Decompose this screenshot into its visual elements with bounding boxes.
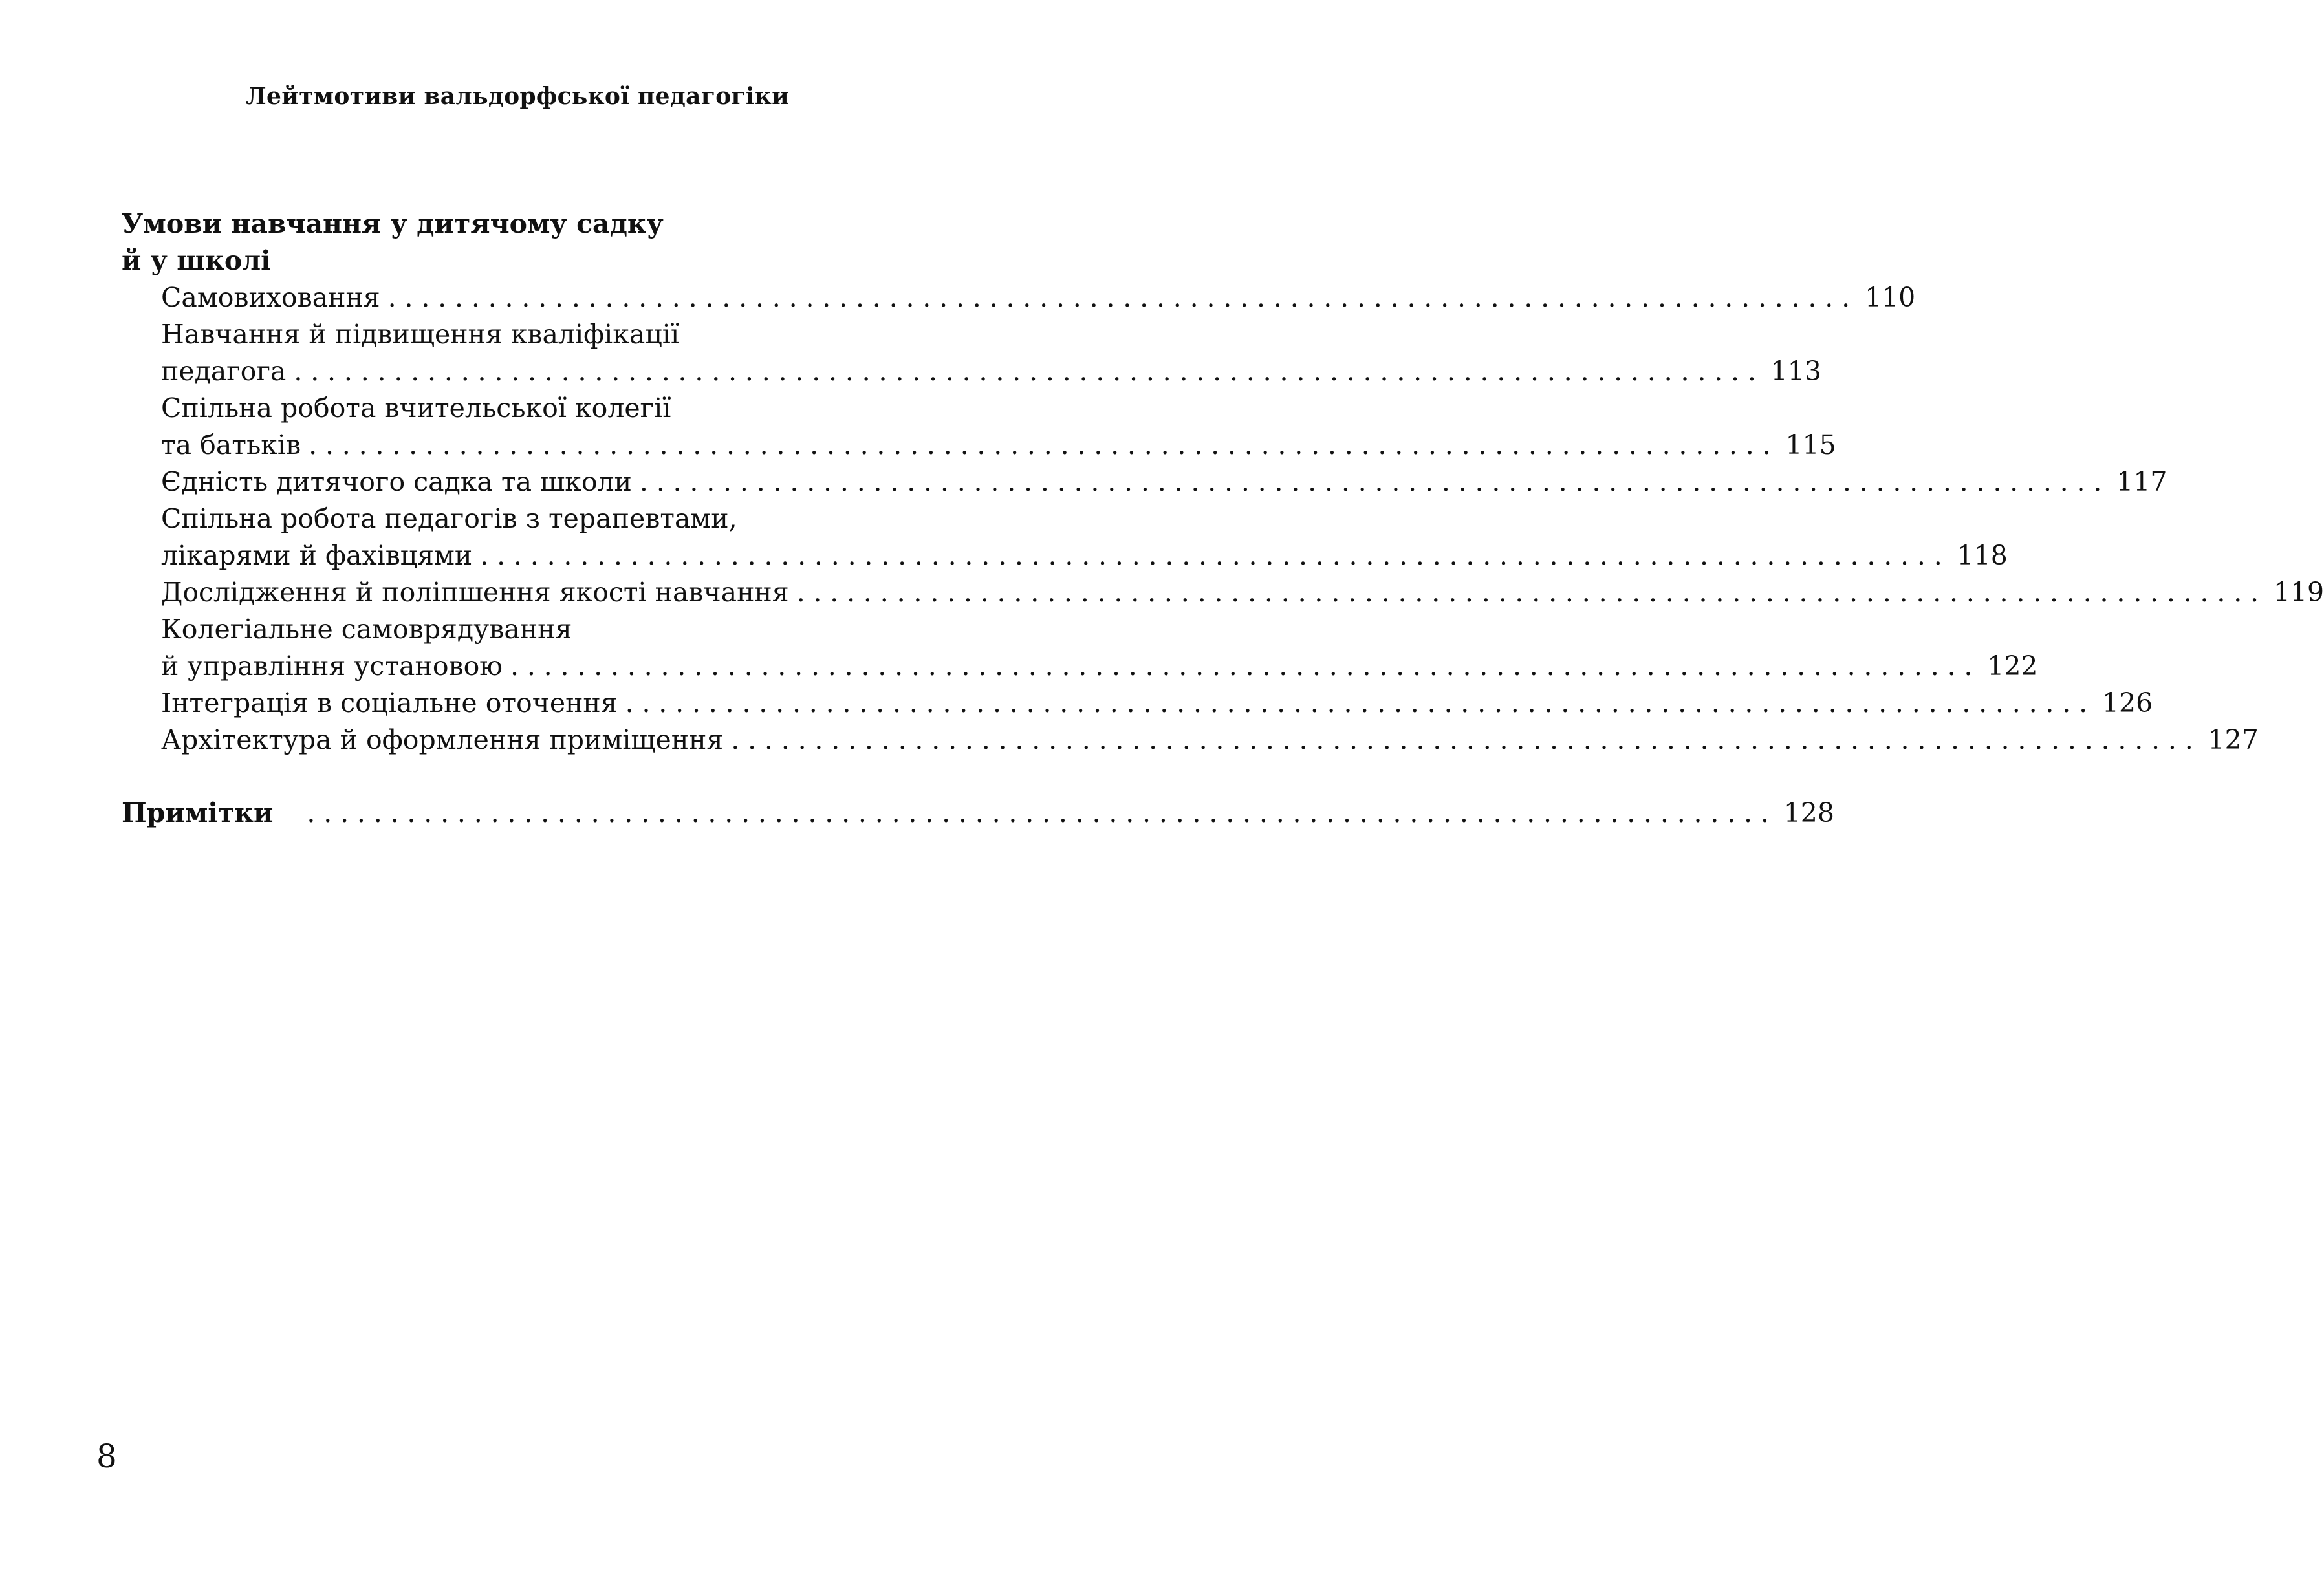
toc-entry-line bbox=[161, 353, 1821, 390]
toc-entry[interactable] bbox=[161, 464, 2167, 500]
dot-leader: ........................................................................................ bbox=[309, 429, 1779, 460]
dot-leader: ........................................................................................ bbox=[510, 651, 1981, 682]
toc-entry-line bbox=[161, 279, 1916, 316]
toc-entry[interactable] bbox=[161, 316, 1821, 390]
toc-entry-line bbox=[161, 464, 2167, 500]
section-title-line-2: й у школі bbox=[122, 245, 271, 276]
section-title-line-1: Умови навчання у дитячому садку bbox=[122, 208, 664, 239]
toc-entry-title: Єдність дитячого садка та школи bbox=[161, 466, 632, 497]
toc-page-number: 110 bbox=[1864, 282, 1916, 313]
toc-entry[interactable] bbox=[161, 574, 2324, 611]
toc-entry[interactable] bbox=[161, 500, 2008, 574]
toc-entry-title: Архітектура й оформлення приміщення bbox=[161, 724, 724, 755]
toc-page-number: 122 bbox=[1987, 651, 2038, 682]
dot-leader: ........................................................................................ bbox=[731, 724, 2202, 755]
dot-leader: ........................................................................................ bbox=[639, 466, 2111, 497]
toc-entry-title: Самовиховання bbox=[161, 282, 380, 313]
toc-entry-line bbox=[161, 537, 2008, 574]
toc-entry-title-continued: педагога bbox=[161, 356, 287, 387]
toc-entry-title: Дослідження й поліпшення якості навчання bbox=[161, 577, 789, 608]
toc-entry[interactable] bbox=[161, 722, 2259, 758]
toc-entry-title-continued: й управління установою bbox=[161, 651, 503, 682]
toc-entry-line bbox=[161, 427, 1836, 464]
toc-entry-title: Спільна робота вчительської колегії bbox=[161, 393, 671, 424]
toc-entry-list bbox=[122, 279, 2324, 758]
toc-entry-notes[interactable] bbox=[122, 795, 1834, 832]
toc-entry-title-continued: та батьків bbox=[161, 429, 301, 460]
dot-leader: ........................................................................................ bbox=[796, 577, 2267, 608]
toc-page-number: 119 bbox=[2273, 577, 2324, 608]
toc-page-number: 113 bbox=[1770, 356, 1821, 387]
section-heading bbox=[122, 206, 906, 279]
toc-entry-line bbox=[161, 390, 906, 427]
toc-entry-title: Інтеграція в соціальне оточення bbox=[161, 687, 618, 718]
notes-title: Примітки bbox=[122, 797, 274, 828]
toc-page-number: 127 bbox=[2208, 724, 2259, 755]
dot-leader: ........................................................................................ bbox=[387, 282, 1858, 313]
toc-entry[interactable] bbox=[161, 279, 1916, 316]
toc-entry-line bbox=[161, 722, 2259, 758]
toc-entry-title: Навчання й підвищення кваліфікації bbox=[161, 319, 679, 350]
toc-page-number: 117 bbox=[2116, 466, 2167, 497]
toc-entry-line bbox=[161, 500, 906, 537]
toc-entry-line bbox=[161, 316, 906, 353]
toc-page-number: 126 bbox=[2101, 687, 2153, 718]
toc-entry-line bbox=[161, 574, 2324, 611]
dot-leader: ........................................................................................ bbox=[625, 687, 2096, 718]
toc-entry[interactable] bbox=[161, 685, 2153, 722]
toc-entry-line bbox=[161, 685, 2153, 722]
toc-entry-line bbox=[161, 648, 2038, 685]
toc-entry[interactable] bbox=[161, 390, 1836, 464]
toc-entry-title: Колегіальне самоврядування bbox=[161, 614, 572, 645]
toc-page-number: 128 bbox=[1783, 797, 1834, 828]
toc-entry-title-continued: лікарями й фахівцями bbox=[161, 540, 473, 571]
toc-page-number: 118 bbox=[1957, 540, 2008, 571]
toc-entry-title: Спільна робота педагогів з терапевтами, bbox=[161, 503, 737, 534]
toc-entry[interactable] bbox=[161, 611, 2038, 685]
dot-leader: ........................................................................................ bbox=[480, 540, 1951, 571]
toc-entry-line bbox=[161, 611, 906, 648]
table-of-contents bbox=[122, 206, 2324, 832]
dot-leader: ........................................................................................ bbox=[307, 797, 1777, 828]
folio-page-number: 8 bbox=[96, 1437, 117, 1475]
dot-leader: ........................................................................................ bbox=[294, 356, 1765, 387]
toc-page-number: 115 bbox=[1785, 429, 1836, 460]
running-head: Лейтмотиви вальдорфської педагогіки bbox=[245, 83, 790, 110]
